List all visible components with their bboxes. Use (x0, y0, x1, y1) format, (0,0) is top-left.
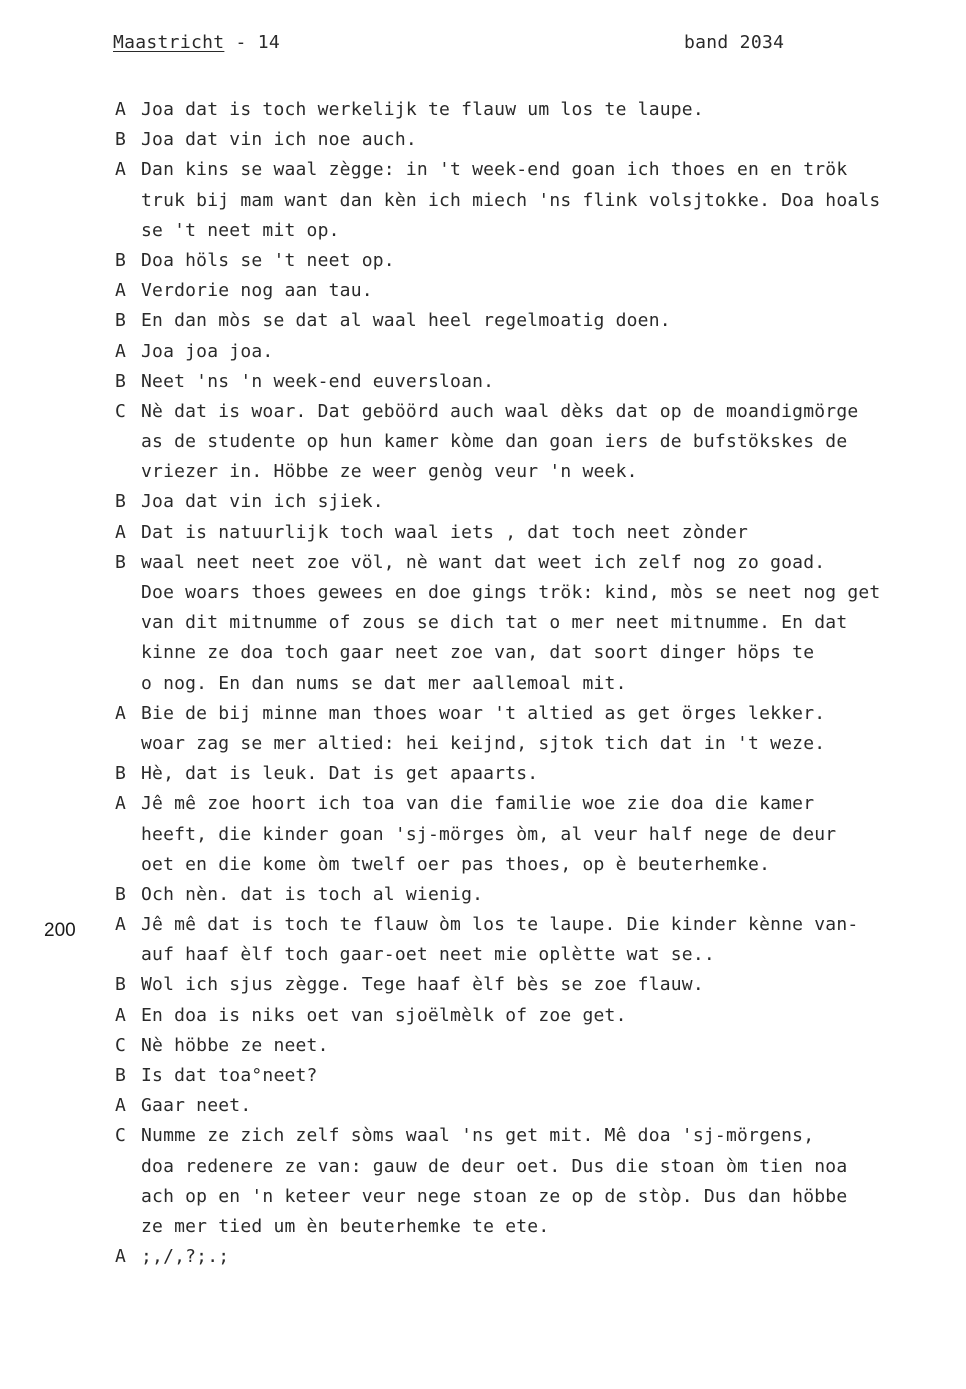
transcript-line (115, 367, 965, 397)
transcript-line (115, 155, 965, 185)
place-name: Maastricht (113, 32, 225, 53)
line-text: Nè höbbe ze neet. (141, 1034, 329, 1056)
transcript-line (115, 789, 965, 819)
transcript-line (115, 638, 965, 668)
transcript-line (115, 820, 965, 850)
transcript-line (115, 306, 965, 336)
speaker-label: A (115, 521, 127, 543)
page-header-left (113, 32, 280, 53)
speaker-label: A (115, 1246, 127, 1268)
transcript-line (115, 1031, 965, 1061)
transcript-line (115, 125, 965, 155)
transcript-line (115, 95, 965, 125)
transcript-line (115, 246, 965, 276)
transcript-body (115, 95, 965, 1272)
line-text: doa redenere ze van: gauw de deur oet. Dus die stoan òm tien noa (141, 1155, 848, 1177)
transcript-line (115, 487, 965, 517)
line-text: se 't neet mit op. (141, 219, 340, 241)
transcript-line (115, 337, 965, 367)
transcript-line (115, 850, 965, 880)
line-text: Doe woars thoes gewees en doe gings trök: kind, mòs se neet nog get (141, 582, 881, 603)
margin-line-number: 200 (44, 920, 76, 941)
transcript-line (115, 518, 965, 548)
speaker-label: B (115, 249, 127, 271)
speaker-label: B (115, 763, 127, 785)
transcript-line (115, 1242, 965, 1272)
line-text: Joa dat vin ich sjiek. (141, 491, 384, 513)
transcript-line (115, 1152, 965, 1182)
line-text: Verdorie nog aan tau. (141, 280, 373, 302)
tape-number: band 2034 (684, 32, 785, 53)
line-text: Hè, dat is leuk. Dat is get apaarts. (141, 763, 539, 785)
speaker-label: A (115, 793, 127, 815)
line-text: Wol ich sjus zègge. Tege haaf èlf bès se zoe flauw. (141, 974, 704, 996)
transcript-line (115, 457, 965, 487)
speaker-label: C (115, 1125, 127, 1147)
transcript-line (115, 1091, 965, 1121)
page-number: - 14 (224, 32, 281, 53)
transcript-line (115, 970, 965, 1000)
line-text: oet en die kome òm twelf oer pas thoes, op è beuterhemke. (141, 853, 771, 875)
speaker-label: B (115, 310, 127, 332)
line-text: Neet 'ns 'n week-end euversloan. (141, 370, 495, 392)
transcript-line (115, 578, 965, 608)
speaker-label: A (115, 159, 127, 181)
line-text: waal neet neet zoe völ, nè want dat weet ich zelf nog zo goad. (141, 551, 826, 573)
line-text: ach op en 'n keteer veur nege stoan ze op de stòp. Dus dan höbbe (141, 1185, 848, 1207)
transcript-line (115, 1061, 965, 1091)
transcript-line (115, 427, 965, 457)
transcript-line (115, 608, 965, 638)
speaker-label: A (115, 1004, 127, 1026)
line-text: Bie de bij minne man thoes woar 't altied as get örges lekker. (141, 702, 826, 724)
line-text: truk bij mam want dan kèn ich miech 'ns flink volsjtokke. Doa hoals (141, 189, 881, 211)
line-text: En dan mòs se dat al waal heel regelmoatig doen. (141, 310, 671, 332)
speaker-label: B (115, 974, 127, 996)
speaker-label: B (115, 551, 127, 573)
line-text: Joa dat vin ich noe auch. (141, 129, 417, 151)
line-text: kinne ze doa toch gaar neet zoe van, dat soort dinger höps te (141, 642, 815, 664)
line-text: Jê mê dat is toch te flauw òm los te laupe. Die kinder kènne van- (141, 914, 859, 936)
line-text: ze mer tied um èn beuterhemke te ete. (141, 1215, 550, 1237)
line-text: vriezer in. Höbbe ze weer genòg veur 'n week. (141, 461, 638, 483)
line-text: Doa höls se 't neet op. (141, 249, 395, 271)
speaker-label: A (115, 702, 127, 724)
line-text: Is dat toa°neet? (141, 1065, 318, 1086)
transcript-line (115, 1121, 965, 1151)
speaker-label: C (115, 1034, 127, 1056)
speaker-label: B (115, 129, 127, 151)
transcript-line (115, 1001, 965, 1031)
transcript-line (115, 186, 965, 216)
line-text: Joa dat is toch werkelijk te flauw um los te laupe. (141, 99, 704, 120)
line-text: woar zag se mer altied: hei keijnd, sjtok tich dat in 't weze. (141, 732, 826, 754)
line-text: En doa is niks oet van sjoëlmèlk of zoe get. (141, 1004, 627, 1026)
transcript-line (115, 880, 965, 910)
speaker-label: C (115, 400, 127, 422)
transcript-line (115, 669, 965, 699)
speaker-label: B (115, 1065, 127, 1086)
transcript-line (115, 729, 965, 759)
line-text: Dat is natuurlijk toch waal iets , dat toch neet zònder (141, 521, 749, 543)
transcript-line (115, 1212, 965, 1242)
line-text: heeft, die kinder goan 'sj-mörges òm, al veur half nege de deur (141, 823, 837, 845)
transcript-line (115, 699, 965, 729)
transcript-line (115, 910, 965, 940)
transcript-line (115, 276, 965, 306)
line-text: Dan kins se waal zègge: in 't week-end goan ich thoes en en trök (141, 159, 848, 181)
transcript-line (115, 216, 965, 246)
line-text: Och nèn. dat is toch al wienig. (141, 883, 484, 905)
line-text: Gaar neet. (141, 1095, 252, 1117)
speaker-label: A (115, 914, 127, 936)
transcript-line (115, 1182, 965, 1212)
speaker-label: B (115, 491, 127, 513)
transcript-line (115, 397, 965, 427)
speaker-label: B (115, 370, 127, 392)
speaker-label: B (115, 883, 127, 905)
speaker-label: A (115, 340, 127, 362)
transcript-line (115, 759, 965, 789)
transcript-line (115, 548, 965, 578)
line-text: as de studente op hun kamer kòme dan goan iers de bufstökskes de (141, 431, 848, 453)
transcript-line (115, 940, 965, 970)
line-text: van dit mitnumme of zous se dich tat o mer neet mitnumme. En dat (141, 612, 848, 634)
line-text: ;,/,?;.; (141, 1246, 230, 1268)
line-text: Jê mê zoe hoort ich toa van die familie woe zie doa die kamer (141, 793, 815, 815)
line-text: auf haaf èlf toch gaar-oet neet mie oplètte wat se.. (141, 944, 715, 966)
line-text: Numme ze zich zelf sòms waal 'ns get mit. Mê doa 'sj-mörgens, (141, 1125, 815, 1147)
line-text: Nè dat is woar. Dat geböörd auch waal dèks dat op de moandigmörge (141, 400, 859, 422)
speaker-label: A (115, 99, 127, 120)
speaker-label: A (115, 1095, 127, 1117)
line-text: Joa joa joa. (141, 340, 274, 362)
speaker-label: A (115, 280, 127, 302)
line-text: o nog. En dan nums se dat mer aallemoal mit. (141, 672, 627, 694)
